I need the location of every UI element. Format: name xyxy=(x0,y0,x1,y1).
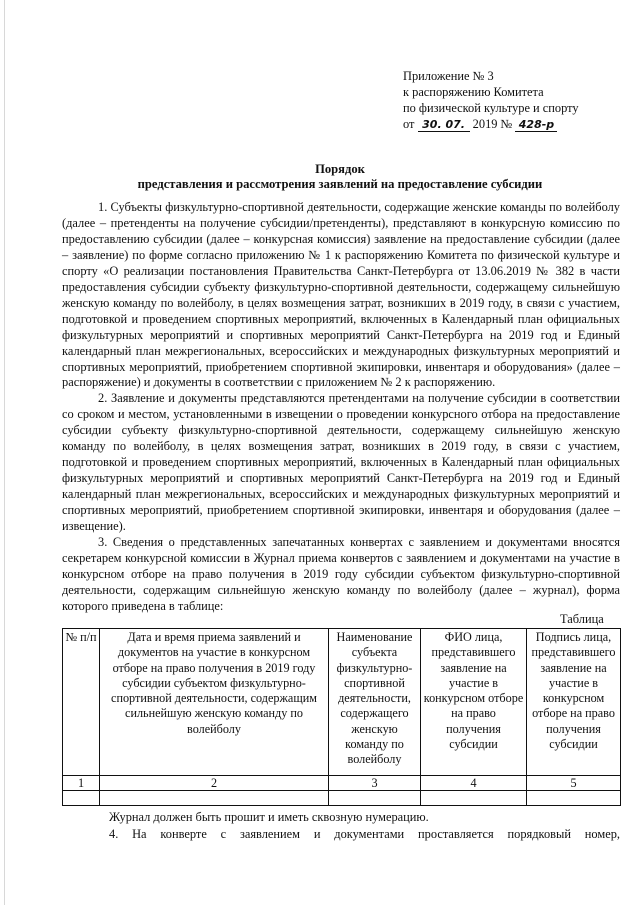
appendix-line-3: по физической культуре и спорту xyxy=(403,101,579,115)
handwritten-date: 30. 07. xyxy=(418,119,470,132)
document-title: Порядок xyxy=(315,162,365,176)
table-column-number-row xyxy=(63,776,621,791)
after-table-line-1: Журнал должен быть прошит и иметь сквозную нумерацию. xyxy=(109,810,429,824)
blank-cell xyxy=(63,791,100,806)
column-number-cell: 5 xyxy=(527,776,621,791)
after-table-line-2: 4. На конверте с заявлением и документами проставляется порядковый номер, xyxy=(109,827,620,841)
column-number-cell: 2 xyxy=(100,776,329,791)
document-subtitle: представления и рассмотрения заявлений на предоставление субсидии xyxy=(137,177,543,191)
column-number-cell: 3 xyxy=(329,776,421,791)
header-cell-entity: Наименование субъекта физкультурно-спортивной деятельности, содержащего женскую команду по волейболу xyxy=(329,629,421,776)
handwritten-number: 428-р xyxy=(515,119,557,132)
blank-cell xyxy=(100,791,329,806)
blank-cell xyxy=(527,791,621,806)
paragraph-3: 3. Сведения о представленных запечатанных конвертах с заявлением и документами вносятся секретарем конкурсной комиссии в Журнал приема конвертов с заявлением и документами на участие в конкурсном отборе на право получения в 2019 году субсидии субъектом физкультурно-спортивной деятельности, содержащим сильнейшую женскую команду по волейболу (далее – журнал), форма которого приведена в таблице: xyxy=(62,535,620,613)
table-blank-row xyxy=(63,791,621,806)
journal-table xyxy=(62,628,621,806)
date-prefix: от xyxy=(403,117,415,131)
column-number-cell: 1 xyxy=(63,776,100,791)
body-text xyxy=(62,200,620,615)
paragraph-2: 2. Заявление и документы представляются претендентами на получение субсидии в соответствии со сроком и местом, установленными в извещении о проведении конкурсного отбора на предоставление субсидии субъекту физкультурно-спортивной деятельности, содержащему сильнейшую женскую команду по волейболу, в целях возмещения затрат, возникших в 2019 году, в связи с участием, подготовкой и проведением спортивных мероприятий, включенных в Календарный план официальных физкультурных мероприятий и спортивных мероприятий Санкт-Петербурга на 2019 год и Единый календарный план межрегиональных, всероссийских и международных физкультурных мероприятий и спортивных мероприятий, приобретением спортивной экипировки, инвентаря и оборудования (далее – извещение). xyxy=(62,391,620,534)
header-cell-datetime: Дата и время приема заявлений и документов на участие в конкурсном отборе на право получения в 2019 году субсидии субъектом физкультурно-спортивной деятельности, содержащим сильнейшую женскую команду по волейболу xyxy=(100,629,329,776)
header-cell-signature: Подпись лица, представившего заявление на участие в конкурсном отборе на право получения субсидии xyxy=(527,629,621,776)
appendix-block xyxy=(403,68,633,132)
header-cell-fio: ФИО лица, представившего заявление на участие в конкурсном отборе на право получения субсидии xyxy=(421,629,527,776)
appendix-line-2: к распоряжению Комитета xyxy=(403,85,544,99)
table-header-row xyxy=(63,629,621,776)
paragraph-1: 1. Субъекты физкультурно-спортивной деятельности, содержащие женские команды по волейболу (далее – претенденты на получение субсидии/претенденты), представляют в конкурсную комиссию по предоставлению субсидии (далее – конкурсная комиссия) заявление на предоставление субсидии (далее – заявление) по форме согласно приложению № 1 к распоряжению Комитета по физической культуре и спорту «О реализации постановления Правительства Санкт-Петербурга от 13.06.2019 № 382 в части предоставления субсидии субъекту физкультурно-спортивной деятельности, содержащему сильнейшую женскую команду по волейболу, в целях возмещения затрат, возникших в 2019 году, в связи с участием, подготовкой и проведением спортивных мероприятий, включенных в Календарный план официальных физкультурных мероприятий и спортивных мероприятий Санкт-Петербурга на 2019 год и Единый календарный план межрегиональных, всероссийских и международных физкультурных мероприятий и спортивных мероприятий, приобретением спортивной экипировки, инвентаря и оборудования» (далее – распоряжение) и документы в соответствии с приложением № 2 к распоряжению. xyxy=(62,200,620,390)
scan-edge-line xyxy=(4,0,5,905)
table-label: Таблица xyxy=(560,612,604,626)
date-year: 2019 № xyxy=(472,117,513,131)
appendix-line-1: Приложение № 3 xyxy=(403,69,494,83)
column-number-cell: 4 xyxy=(421,776,527,791)
blank-cell xyxy=(421,791,527,806)
blank-cell xyxy=(329,791,421,806)
appendix-date-line xyxy=(403,116,633,132)
header-cell-number: № п/п xyxy=(63,629,100,776)
